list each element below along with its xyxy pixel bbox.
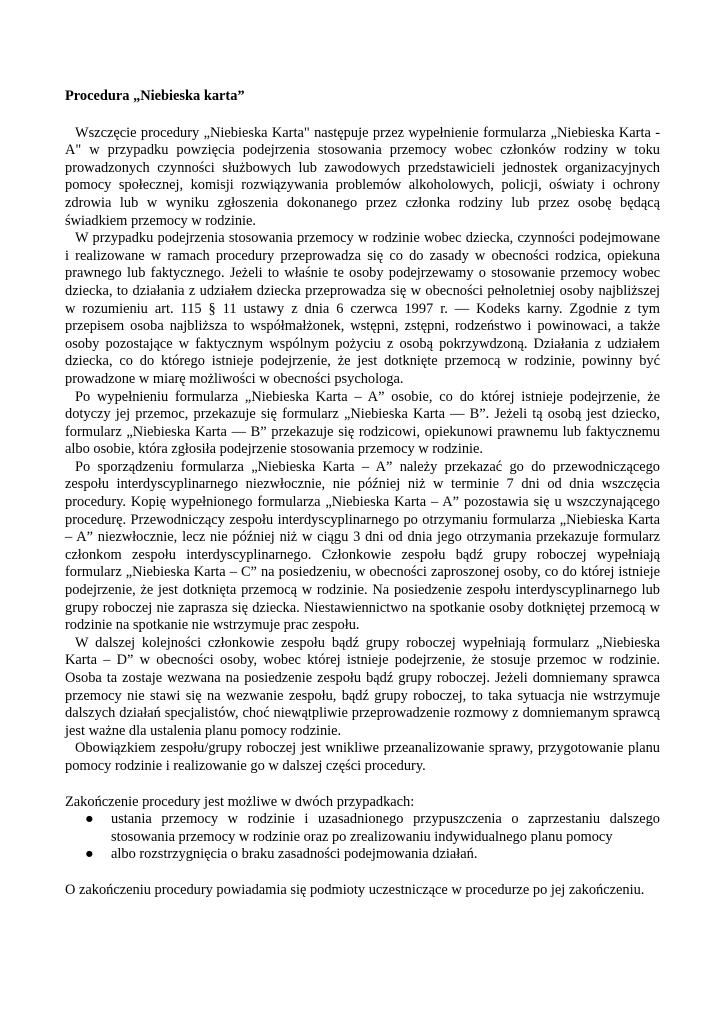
document-page	[65, 88, 660, 900]
paragraph-form-b: Po wypełnieniu formularza „Niebieska Karta – A” osobie, co do której istnieje podejrzenie, że dotyczy jej przemoc, przekazuje się formularz „Niebieska Karta — B”. Jeżeli tą osobą jest dziecko, formularz „Niebieska Karta — B” przekazuje się rodzicowi, opiekunowi prawnemu lub faktycznemu albo osobie, która zgłosiła podejrzenie stosowania przemocy w rodzinie.	[65, 388, 660, 458]
paragraph-form-d: W dalszej kolejności członkowie zespołu bądź grupy roboczej wypełniają formularz „Niebieska Karta – D” w obecności osoby, wobec której istnieje podejrzenie, że stosuje przemoc w rodzinie. Osoba ta zostaje wezwana na posiedzenie zespołu bądź grupy roboczej. Jeżeli domniemany sprawca przemocy nie stawi się na wezwanie zespołu, bądź grupy roboczej, to taka sytuacja nie wstrzymuje dalszych działań specjalistów, choć niewątpliwie przeprowadzenie rozmowy z domniemanym sprawcą jest ważne dla ustalenia planu pomocy rodzinie.	[65, 634, 660, 739]
ending-section	[65, 794, 660, 864]
bullet-icon: ●	[85, 811, 94, 828]
paragraph-team-duty: Obowiązkiem zespołu/grupy roboczej jest wnikliwe przeanalizowanie sprawy, przygotowanie planu pomocy rodzinie i realizowanie go w dalszej części procedury.	[65, 740, 660, 774]
document-title: Procedura „Niebieska karta”	[65, 88, 245, 104]
paragraph-form-c: Po sporządzeniu formularza „Niebieska Karta – A” należy przekazać go do przewodniczącego zespołu interdyscyplinarnego niezwłocznie, nie później niż w terminie 7 dni od dnia wszczęcia procedury. Kopię wypełnionego formularza „Niebieska Karta – A” pozostawia się u wszczynającego procedurę. Przewodniczący zespołu interdyscyplinarnego po otrzymaniu formularza „Niebieska Karta – A” niezwłocznie, lecz nie później niż w ciągu 3 dni od dnia jego otrzymania przekazuje formularz członkom zespołu interdyscyplinarnego. Członkowie zespołu bądź grupy roboczej wypełniają formularz „Niebieska Karta – C” na posiedzeniu, w obecności zaproszonej osoby, co do której istnieje podejrzenie, że jest dotknięta przemocą w rodzinie. Na posiedzenie zespołu interdyscyplinarnego lub grupy roboczej nie zaprasza się dziecka. Niestawiennictwo na spotkanie osoby dotkniętej przemocą w rodzinie na spotkanie nie wstrzymuje prac zespołu.	[65, 458, 660, 634]
ending-intro: Zakończenie procedury jest możliwe w dwóch przypadkach:	[65, 793, 415, 810]
closing-statement: O zakończeniu procedury powiadamia się podmioty uczestniczące w procedurze po jej zakończeniu.	[65, 881, 645, 898]
bullet-icon: ●	[85, 846, 94, 863]
list-item	[65, 811, 660, 846]
paragraph-initiation: Wszczęcie procedury „Niebieska Karta" następuje przez wypełnienie formularza „Niebieska Karta - A" w przypadku powzięcia podejrzenia stosowania przemocy wobec członków rodziny w toku prowadzonych czynności służbowych lub zawodowych przedstawicieli jednostek organizacyjnych pomocy społecznej, komisji rozwiązywania problemów alkoholowych, policji, oświaty i ochrony zdrowia lub w wyniku zgłoszenia dokonanego przez członka rodziny lub przez osobę będącą świadkiem przemocy w rodzinie.	[65, 124, 660, 229]
list-item-text: albo rozstrzygnięcia o braku zasadności podejmowania działań.	[111, 846, 478, 863]
paragraph-child-procedure: W przypadku podejrzenia stosowania przemocy w rodzinie wobec dziecka, czynności podejmowane i realizowane w ramach procedury przeprowadza się co do zasady w obecności rodzica, opiekuna prawnego lub faktycznego. Jeżeli to właśnie te osoby podejrzewamy o stosowanie przemocy wobec dziecka, to działania z udziałem dziecka przeprowadza się w obecności pełnoletniej osoby najbliższej w rozumieniu art. 115 § 11 ustawy z dnia 6 czerwca 1997 r. — Kodeks karny. Zgodnie z tym przepisem osoba najbliższa to współmałżonek, wstępni, zstępni, rodzeństwo i powinowaci, a także osoby pozostające w faktycznym wspólnym pożyciu z osobą pokrzywdzoną. Działania z udziałem dziecka, co do którego istnieje podejrzenie, że jest dotknięte przemocą w rodzinie, powinny być prowadzone w miarę możliwości w obecności psychologa.	[65, 230, 660, 387]
ending-list	[65, 811, 660, 864]
list-item-text: ustania przemocy w rodzinie i uzasadnionego przypuszczenia o zaprzestaniu dalszego stosowania przemocy w rodzinie oraz po zrealizowaniu indywidualnego planu pomocy	[111, 811, 660, 845]
list-item	[65, 846, 660, 864]
